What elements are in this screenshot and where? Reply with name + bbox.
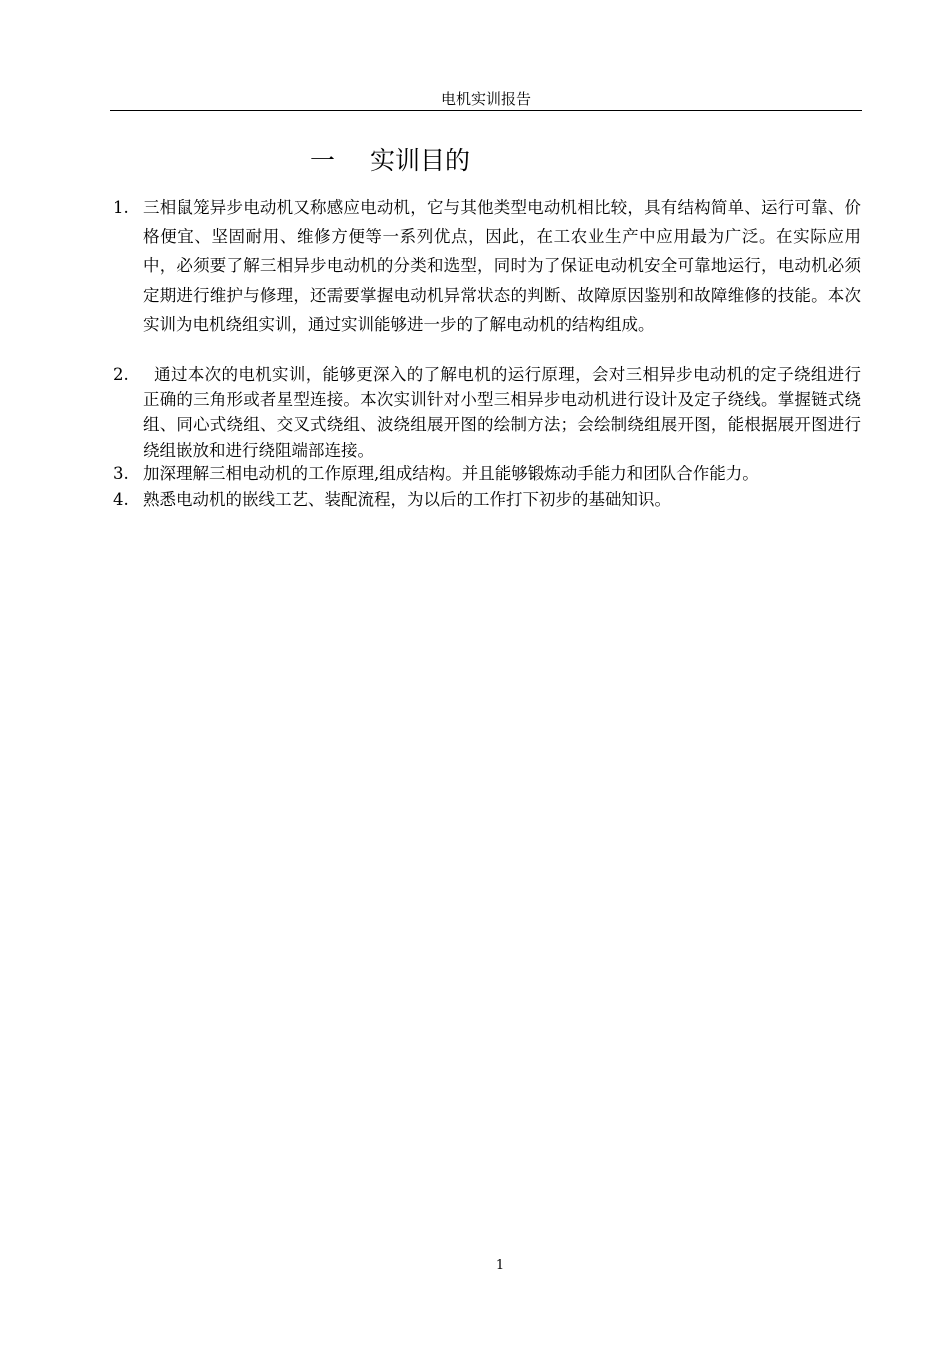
list-item-text: 通过本次的电机实训，能够更深入的了解电机的运行原理，会对三相异步电动机的定子绕组进行正确的三角形或者星型连接。本次实训针对小型三相异步电动机进行设计及定子绕线。掌握链式绕组、同心式绕组、交叉式绕组、波绕组展开图的绘制方法；会绘制绕组展开图，能根据展开图进行绕组嵌放和进行绕阻端部连接。 [143, 365, 861, 460]
list-item-number: 1. [113, 198, 129, 217]
list-item-text: 加深理解三相电动机的工作原理,组成结构。并且能够锻炼动手能力和团队合作能力。 [143, 464, 759, 483]
list-item [113, 193, 863, 339]
list-item-number: 3. [113, 464, 129, 483]
list-item-number: 4. [113, 490, 129, 509]
list-item-text: 三相鼠笼异步电动机又称感应电动机，它与其他类型电动机相比较，具有结构简单、运行可靠、价格便宜、坚固耐用、维修方便等一系列优点，因此，在工农业生产中应用最为广泛。在实际应用中，必须要了解三相异步电动机的分类和选型，同时为了保证电动机安全可靠地运行，电动机必须定期进行维护与修理，还需要掌握电动机异常状态的判断、故障原因鉴别和故障维修的技能。本次实训为电机绕组实训，通过实训能够进一步的了解电动机的结构组成。 [143, 198, 861, 334]
section-title-text: 实训目的 [370, 146, 471, 175]
list-item-number: 2. [113, 365, 129, 384]
page-header: 电机实训报告 [440, 90, 531, 108]
list-item [113, 487, 863, 512]
list-item [113, 461, 863, 486]
section-number: 一 [310, 146, 336, 175]
list-item-text: 熟悉电动机的嵌线工艺、装配流程，为以后的工作打下初步的基础知识。 [143, 490, 671, 509]
list-item [113, 362, 863, 463]
page-number: 1 [495, 1258, 505, 1273]
